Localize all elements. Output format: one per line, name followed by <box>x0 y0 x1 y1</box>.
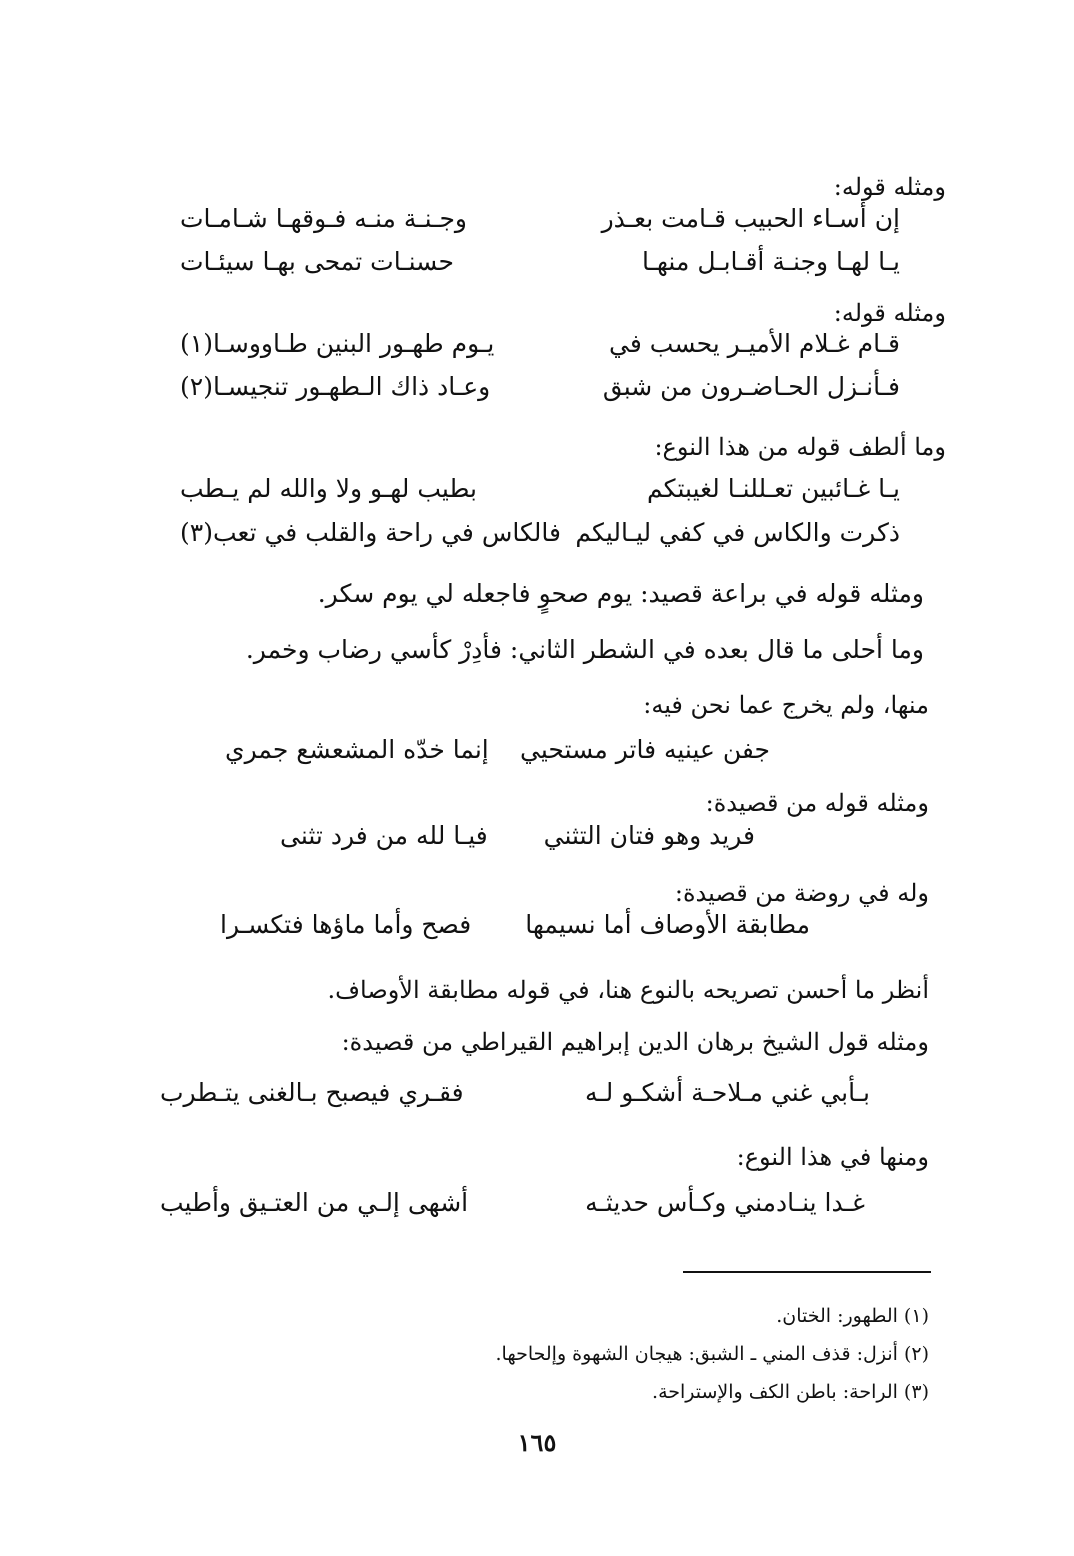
second-hemistich: فقـري فيصبح بـالغنى يتـطرب <box>160 1078 464 1107</box>
footnote: (٢) أنزل: قذف المني ـ الشبق: هيجان الشهوة وإلحاحها. <box>495 1343 929 1365</box>
second-hemistich: إنما خدّه المشعشع جمري <box>225 735 489 764</box>
footnote: (٣) الراحة: باطن الكف والإستراحة. <box>652 1381 929 1403</box>
first-hemistich: قـام غـلام الأميـر يحسب في <box>609 329 900 358</box>
verse-line <box>150 474 910 518</box>
footnote-separator <box>683 1271 931 1273</box>
verse-line <box>150 910 910 954</box>
prose-line: وما أحلى ما قال بعده في الشطر الثاني: فأدِرْ كأسي رضاب وخمر. <box>245 635 924 664</box>
verse-line <box>150 735 910 779</box>
intro-line: ومنها في هذا النوع: <box>736 1143 929 1171</box>
first-hemistich: جفن عينيه فاتر مستحيي <box>520 735 770 764</box>
verse-line <box>150 372 910 416</box>
intro-line: ومثله قوله: <box>833 299 946 327</box>
intro-line: أنظر ما أحسن تصريحه بالنوع هنا، في قوله مطابقة الأوصاف. <box>327 976 929 1004</box>
second-hemistich: فيـا لله من فرد تثنى <box>280 821 488 850</box>
verse-line <box>150 204 910 248</box>
second-hemistich: بطيب لهـو ولا والله لم يـطب <box>180 474 477 503</box>
verse-line <box>150 518 910 562</box>
verse-line <box>150 329 910 373</box>
intro-line: ومثله قوله: <box>833 173 946 201</box>
first-hemistich: يـا لهـا وجنـة أقـابـل منهـا <box>641 247 900 276</box>
prose-line: ومثله قوله في براعة قصيد: يوم صحوٍ فاجعله لي يوم سكر. <box>317 579 924 608</box>
first-hemistich: غـدا ينـادمني وكـأس حديثـه <box>585 1188 865 1217</box>
intro-line: منها، ولم يخرج عما نحن فيه: <box>643 691 929 719</box>
verse-line <box>150 821 910 865</box>
intro-line: ومثله قول الشيخ برهان الدين إبراهيم القيراطي من قصيدة: <box>341 1028 929 1056</box>
verse-line <box>150 1078 910 1122</box>
page-number: ١٦٥ <box>517 1428 557 1457</box>
second-hemistich: وعـاد ذاك الـطهـور تنجيسـا(٢) <box>180 372 491 401</box>
first-hemistich: بـأبي غني مـلاحـة أشكـو لـه <box>584 1078 870 1107</box>
verse-line <box>150 247 910 291</box>
second-hemistich: يـوم طهـور البنين طـاووسـا(١) <box>180 329 495 358</box>
second-hemistich: فصح وأما ماؤها فتكسـرا <box>220 910 472 939</box>
intro-line: ومثله قوله من قصيدة: <box>705 789 929 817</box>
first-hemistich: فريد وهو فتان التثني <box>543 821 755 850</box>
second-hemistich: وجـنـة منـه فـوقهـا شـامـات <box>180 204 467 233</box>
footnote: (١) الطهور: الختان. <box>776 1305 929 1327</box>
first-hemistich: ذكرت والكاس في كفي ليـاليكم <box>575 518 900 547</box>
intro-line: وله في روضة من قصيدة: <box>674 879 929 907</box>
intro-line: وما ألطف قوله من هذا النوع: <box>654 433 946 461</box>
first-hemistich: مطابقة الأوصاف أما نسيمها <box>525 910 810 939</box>
first-hemistich: يـا غـائبين تعـللنـا لغيبتكم <box>647 474 900 503</box>
first-hemistich: إن أسـاء الحبيب قـامت بعـذر <box>601 204 900 233</box>
second-hemistich: أشهى إلـي من العتـيق وأطيب <box>160 1188 469 1217</box>
second-hemistich: حسنـات تمحى بهـا سيئـات <box>180 247 454 276</box>
first-hemistich: فـأنـزل الحـاضـرون من شبق <box>602 372 900 401</box>
verse-line <box>150 1188 910 1232</box>
second-hemistich: فالكاس في راحة والقلب في تعب(٣) <box>180 518 561 547</box>
